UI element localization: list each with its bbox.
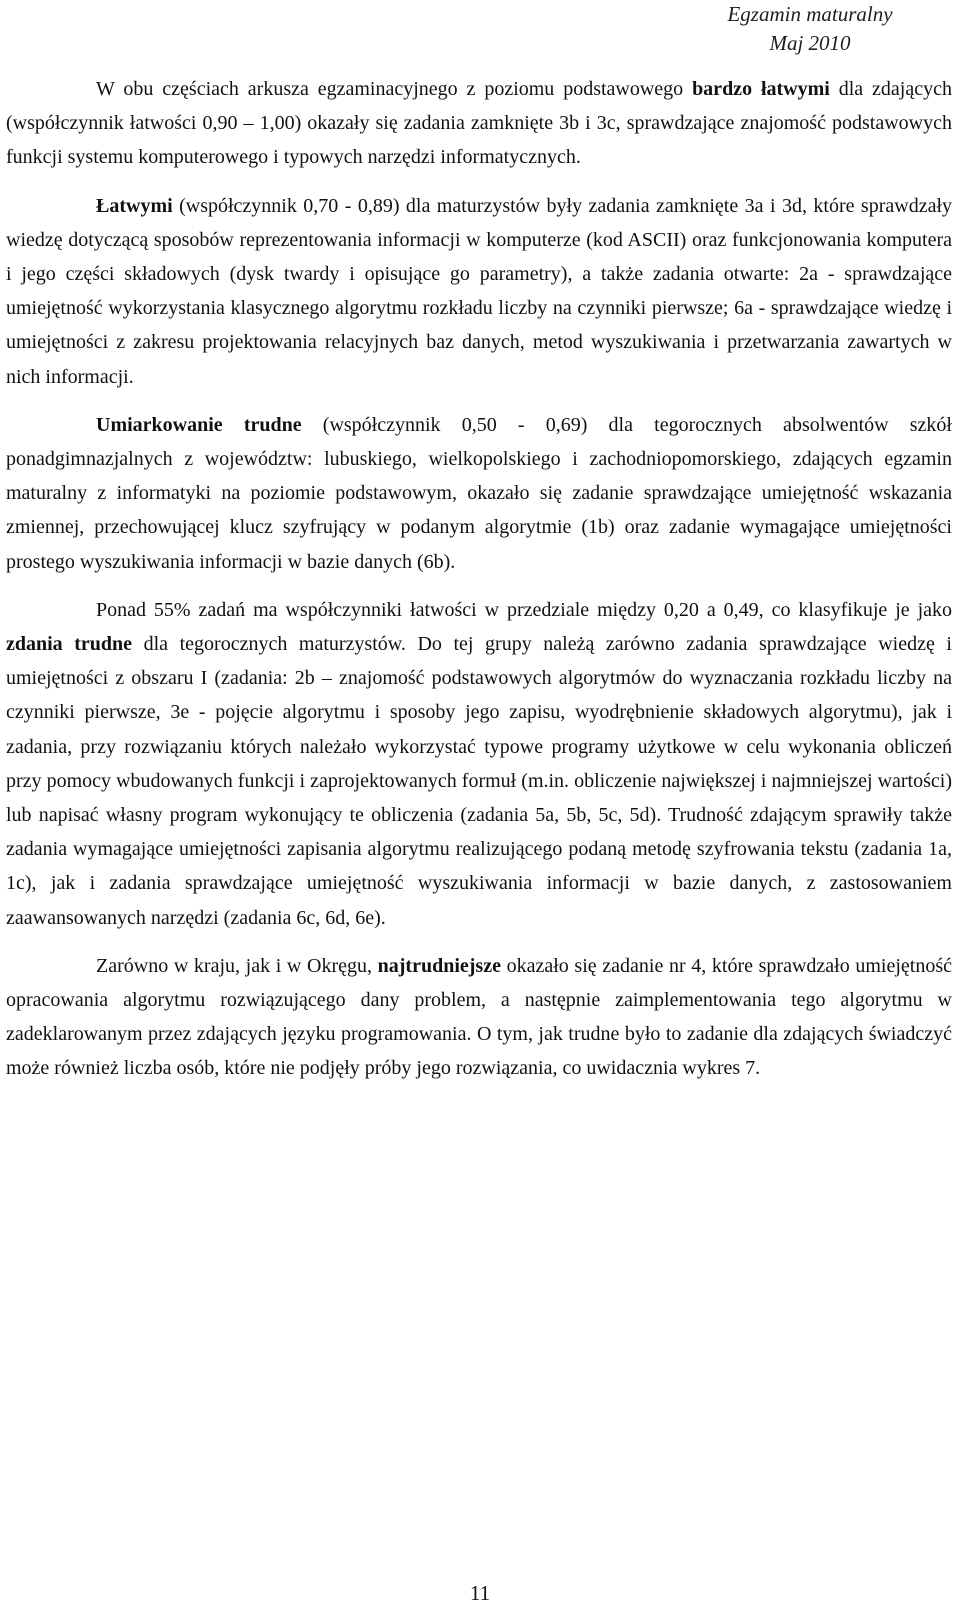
page-header xyxy=(660,0,960,58)
emphasis-difficult: zdania trudne xyxy=(6,633,133,656)
emphasis-most-difficult: najtrudniejsze xyxy=(377,954,501,977)
emphasis-moderately-difficult: Umiarkowanie trudne xyxy=(96,413,302,436)
paragraph-difficult: Ponad 55% zadań ma współczynniki łatwości w przedziale między 0,20 a 0,49, co klasyfikuje je jako zdania trudne dla tegorocznych maturzystów. Do tej grupy należą zarówno zadania sprawdzające wiedzę i umiejętności z obszaru I (zadania: 2b – znajomość podstawowych algorytmów do wyznaczania rozkładu liczby na czynniki pierwsze, 3e - pojęcie algorytmu i sposoby jego zapisu, wyodrębnienie składowych algorytmu), jak i zadania, przy rozwiązaniu których należało wykorzystać typowe programy użytkowe w celu wykonania obliczeń przy pomocy wbudowanych funkcji i zaprojektowanych formuł (m.in. obliczenie największej i najmniejszej wartości) lub napisać własny program wykonujący te obliczenia (zadania 5a, 5b, 5c, 5d). Trudność zdającym sprawiły także zadania wymagające umiejętności zapisania algorytmu realizującego podaną metodę szyfrowania tekstu (zadania 1a, 1c), jak i zadania sprawdzające umiejętność wyszukiwania informacji w bazie danych, z zastosowaniem zaawansowanych narzędzi (zadania 6c, 6d, 6e). xyxy=(6,598,952,929)
paragraph-very-easy: W obu częściach arkusza egzaminacyjnego z poziomu podstawowego bardzo łatwymi dla zdających (współczynnik łatwości 0,90 – 1,00) okazały się zadania zamknięte 3b i 3c, sprawdzające znajomość podstawowych funkcji systemu komputerowego i typowych narzędzi informatycznych. xyxy=(6,78,952,169)
paragraph-most-difficult: Zarówno w kraju, jak i w Okręgu, najtrudniejsze okazało się zadanie nr 4, które sprawdzało umiejętność opracowania algorytmu rozwiązującego dany problem, a następnie zaimplementowania tego algorytmu w zadeklarowanym przez zdających języku programowania. O tym, jak trudne było to zadanie dla zdających świadczyć może również liczba osób, które nie podjęły próby jego rozwiązania, co uwidacznia wykres 7. xyxy=(6,954,952,1080)
header-exam-date: Maj 2010 xyxy=(769,31,851,55)
paragraph-moderately-difficult: Umiarkowanie trudne (współczynnik 0,50 - 0,69) dla tegorocznych absolwentów szkół ponadgimnazjalnych z województw: lubuskiego, wielkopolskiego i zachodniopomorskiego, zdających egzamin maturalny z informatyki na poziomie podstawowym, okazało się zadanie sprawdzające umiejętność wskazania zmiennej, przechowującej klucz szyfrujący w podanym algorytmie (1b) oraz zadanie wymagające umiejętności prostego wyszukiwania informacji w bazie danych (6b). xyxy=(6,413,952,573)
page-number: 11 xyxy=(469,1581,491,1605)
emphasis-easy: Łatwymi xyxy=(96,194,173,217)
paragraph-easy: Łatwymi (współczynnik 0,70 - 0,89) dla maturzystów były zadania zamknięte 3a i 3d, które sprawdzały wiedzę dotyczącą sposobów reprezentowania informacji w komputerze (kod ASCII) oraz funkcjonowania komputera i jego części składowych (dysk twardy i opisujące go parametry), a także zadania otwarte: 2a - sprawdzające umiejętność wykorzystania klasycznego algorytmu rozkładu liczby na czynniki pierwsze; 6a - sprawdzające wiedzę i umiejętności z zakresu projektowania relacyjnych baz danych, metod wyszukiwania i przetwarzania zawartych w nich informacji. xyxy=(6,194,952,388)
header-exam-title: Egzamin maturalny xyxy=(727,2,893,26)
document-body xyxy=(6,72,952,1086)
emphasis-very-easy: bardzo łatwymi xyxy=(692,78,830,100)
